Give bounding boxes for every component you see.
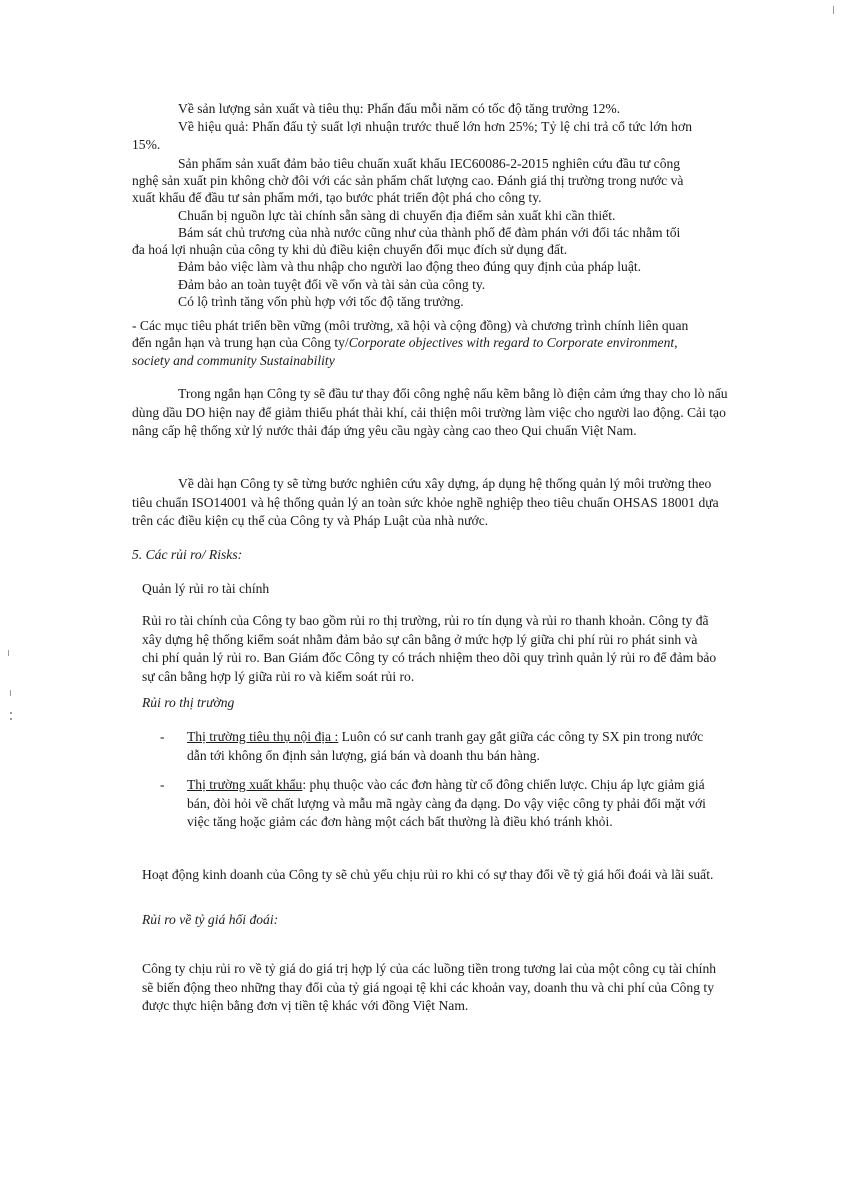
domestic-market-text: Luôn có sư canh tranh gay gắt giữa các công ty SX pin trong nước dẫn tới không ổn định sản lượng, giá bán và doanh thu bán hàng. [187, 729, 704, 763]
objective-financial-resources: Chuẩn bị nguồn lực tài chính sẵn sàng di chuyển địa điểm sản xuất khi cần thiết. [178, 208, 616, 223]
objective-product-standard-cont: xuất khẩu để đầu tư sản phẩm mới, tạo bước phát triển đột phá cho công ty. [132, 190, 542, 205]
domestic-market-item [187, 728, 719, 765]
objective-output: Về sản lượng sản xuất và tiêu thụ: Phấn đấu mỗi năm có tốc độ tăng trưởng 12%. [178, 101, 621, 116]
scan-mark [10, 718, 12, 720]
sustainability-heading-text: đến ngắn hạn và trung hạn của Công ty/ [132, 335, 349, 350]
export-market-label: Thị trường xuất khẩu [187, 777, 303, 792]
scan-mark [833, 6, 834, 14]
objective-capital-increase: Có lộ trình tăng vốn phù hợp với tốc độ tăng trưởng. [178, 294, 464, 309]
objective-product-standard-cont: nghệ sản xuất pin không chờ đôi với các sản phẩm chất lượng cao. Đánh giá thị trường trong nước và [132, 173, 684, 188]
long-term-plan: Về dài hạn Công ty sẽ từng bước nghiên cứu xây dựng, áp dụng hệ thống quản lý môi trường theo tiêu chuẩn ISO14001 và hệ thống quản lý an toàn sức khỏe nghề nghiệp theo tiêu chuẩn OHSAS 18001 dựa trên các điều kiện cụ thể của Công ty và Pháp Luật của nhà nước. [132, 476, 719, 528]
sustainability-heading-english-cont: society and community Sustainability [132, 353, 335, 368]
fx-risk-text: Công ty chịu rủi ro về tỷ giá do giá trị hợp lý của các luồng tiền trong tương lai của một công cụ tài chính sẽ biến động theo những thay đổi của tỷ giá ngoại tệ khi các khoản vay, doanh thu và chi phí của Công ty được thực hiện bằng đơn vị tiền tệ khác với đồng Việt Nam. [142, 961, 717, 1013]
scan-mark [10, 712, 12, 714]
objective-land-use: Bám sát chủ trương của nhà nước cũng như của thành phố để đàm phán với đối tác nhằm tối [178, 225, 681, 240]
bullet-dash: - [160, 777, 165, 792]
financial-risk-heading: Quản lý rủi ro tài chính [142, 581, 270, 596]
scan-mark [8, 650, 9, 656]
bullet-dash: - [160, 729, 165, 744]
objective-capital-safety: Đảm bảo an toàn tuyệt đối về vốn và tài sản của công ty. [178, 277, 486, 292]
objective-efficiency-cont: 15%. [132, 137, 161, 152]
risks-heading: 5. Các rủi ro/ Risks: [132, 547, 243, 562]
financial-risk-text: Rủi ro tài chính của Công ty bao gồm rủi ro thị trường, rủi ro tín dụng và rủi ro thanh khoản. Công ty đã xây dựng hệ thống kiểm soát nhằm đảm bảo sự cân bằng ở mức hợp lý giữa chi phí rủi ro phát sinh và chi phí quản lý rủi ro. Ban Giám đốc Công ty có trách nhiệm theo dõi quy trình quản lý rủi ro để đảm bảo sự cân bằng hợp lý giữa rủi ro và kiểm soát rủi ro. [142, 613, 717, 684]
sustainability-heading-cont [132, 334, 678, 351]
export-market-item [187, 776, 719, 832]
sustainability-heading-english: Corporate objectives with regard to Corporate environment, [348, 335, 678, 350]
objective-land-use-cont: đa hoá lợi nhuận của công ty khi dủ điều kiện chuyển đổi mục đích sử dụng đất. [132, 242, 568, 257]
objective-employment: Đảm bảo việc làm và thu nhập cho người lao động theo đúng quy định của pháp luật. [178, 259, 642, 274]
short-term-plan: Trong ngắn hạn Công ty sẽ đầu tư thay đổi công nghệ nấu kẽm bằng lò điện cảm ứng thay cho lò nấu dùng dầu DO hiện nay để giảm thiểu phát thải khí, cải thiện môi trường làm việc cho người lao động. Cải tạo nâng cấp hệ thống xử lý nước thải đáp ứng yêu cầu ngày càng cao theo Qui chuẩn Việt Nam. [132, 386, 728, 438]
sustainability-heading: - Các mục tiêu phát triển bền vững (môi trường, xã hội và cộng đồng) và chương trình chính liên quan [132, 318, 689, 333]
market-risk-heading: Rủi ro thị trường [142, 695, 235, 710]
business-risk-text: Hoạt động kinh doanh của Công ty sẽ chủ yếu chịu rủi ro khi có sự thay đổi về tỷ giá hối đoái và lãi suất. [142, 867, 714, 882]
objective-efficiency: Về hiệu quả: Phấn đấu tỷ suất lợi nhuận trước thuế lớn hơn 25%; Tỷ lệ chi trả cổ tức lớn hơn [178, 119, 693, 134]
fx-risk-heading: Rủi ro về tỷ giá hối đoái: [142, 912, 279, 927]
export-market-text: : phụ thuộc vào các đơn hàng từ cổ đông chiến lược. Chịu áp lực giảm giá bán, đòi hỏi về chất lượng và mẫu mã ngày càng đa dạng. Do vậy việc công ty phải đối mặt với việc tăng hoặc giảm các đơn hàng một cách bất thường là điều khó tránh khỏi. [187, 777, 706, 829]
objective-product-standard: Sản phẩm sản xuất đảm bảo tiêu chuẩn xuất khẩu IEC60086-2-2015 nghiên cứu đầu tư công [178, 156, 681, 171]
scan-mark [10, 690, 11, 696]
domestic-market-label: Thị trường tiêu thụ nội địa : [187, 729, 339, 744]
